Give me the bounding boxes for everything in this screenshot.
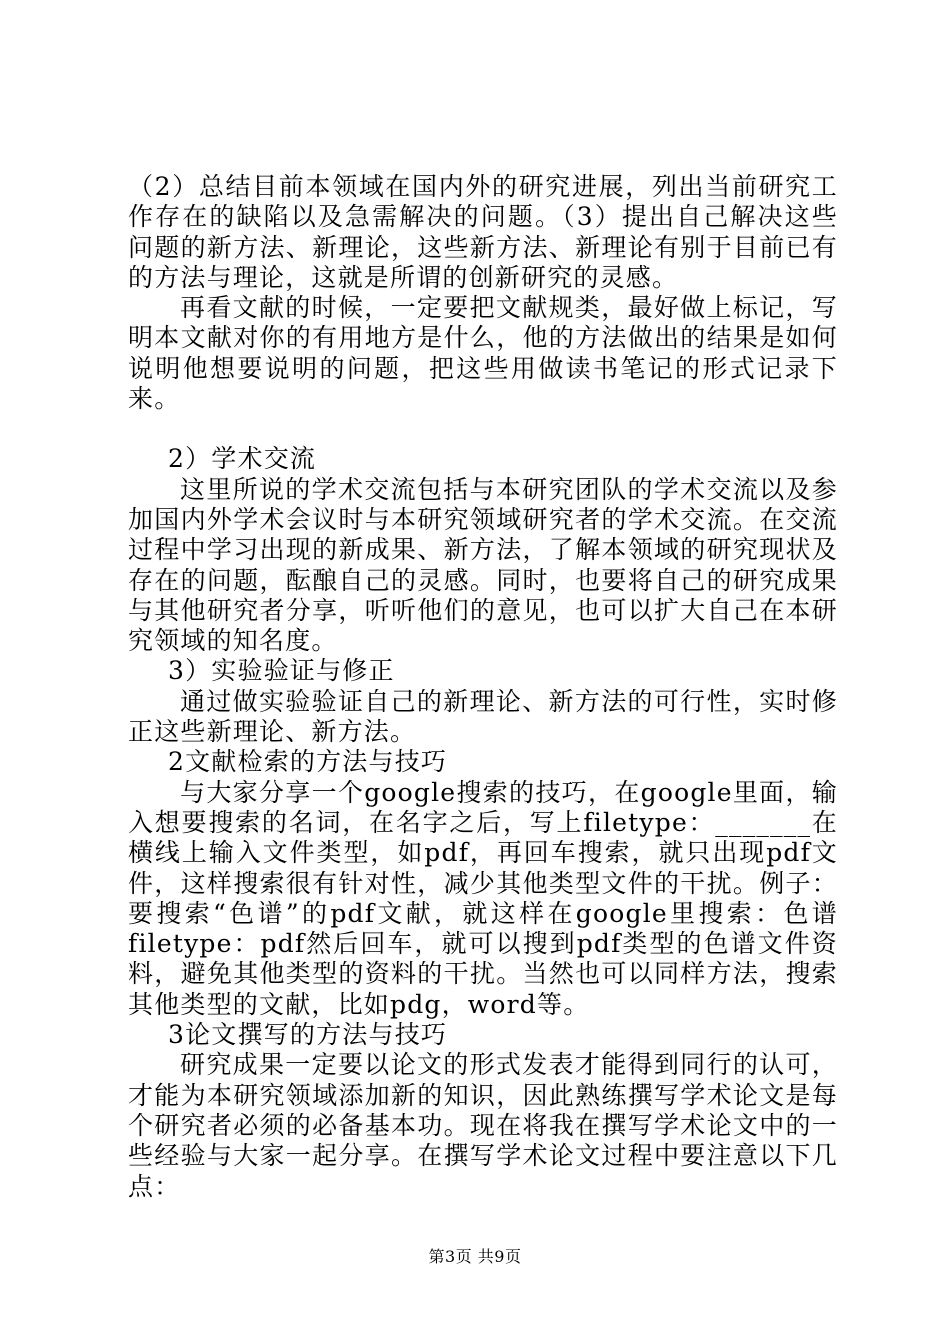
paragraph-research-summary: （2）总结目前本领域在国内外的研究进展，列出当前研究工作存在的缺陷以及急需解决的问题。（3）提出自己解决这些问题的新方法、新理论，这些新方法、新理论有别于目前已有的方法与理论，这就是所谓的创新研究的灵感。 xyxy=(128,172,838,292)
section-heading-academic-exchange: 2）学术交流 xyxy=(168,444,317,474)
paragraph-google-search-tip: 与大家分享一个google搜索的技巧，在google里面，输入想要搜索的名词，在名字之后，写上filetype：_______在横线上输入文件类型，如pdf，再回车搜索，就只出现pdf文件，这样搜索很有针对性，减少其他类型文件的干扰。例子：要搜索“色谱”的pdf文献，就这样在google里搜索：色谱filetype：pdf然后回车，就可以搜到pdf类型的色谱文件资料，避免其他类型的资料的干扰。当然也可以同样方法，搜索其他类型的文献，比如pdg，word等。 xyxy=(128,777,838,1019)
section-heading-experiment: 3）实验验证与修正 xyxy=(168,656,395,686)
paragraph-academic-exchange: 这里所说的学术交流包括与本研究团队的学术交流以及参加国内外学术会议时与本研究领域研究者的学术交流。在交流过程中学习出现的新成果、新方法，了解本领域的研究现状及存在的问题，酝酿自己的灵感。同时，也要将自己的研究成果与其他研究者分享，听听他们的意见，也可以扩大自己在本研究领域的知名度。 xyxy=(128,474,838,656)
paragraph-literature-notes: 再看文献的时候，一定要把文献规类，最好做上标记，写明本文献对你的有用地方是什么，他的方法做出的结果是如何说明他想要说明的问题，把这些用做读书笔记的形式记录下来。 xyxy=(128,293,838,414)
paragraph-experiment: 通过做实验验证自己的新理论、新方法的可行性，实时修正这些新理论、新方法。 xyxy=(128,686,838,747)
paragraph-paper-writing: 研究成果一定要以论文的形式发表才能得到同行的认可，才能为本研究领域添加新的知识，因此熟练撰写学术论文是每个研究者必须的必备基本功。现在将我在撰写学术论文中的一些经验与大家一起分享。在撰写学术论文过程中要注意以下几点： xyxy=(128,1050,838,1201)
document-body xyxy=(128,172,838,1202)
section-heading-literature-search: 2文献检索的方法与技巧 xyxy=(168,747,448,777)
section-heading-paper-writing: 3论文撰写的方法与技巧 xyxy=(168,1020,448,1050)
page-number-footer: 第3页 共9页 xyxy=(428,1247,522,1266)
